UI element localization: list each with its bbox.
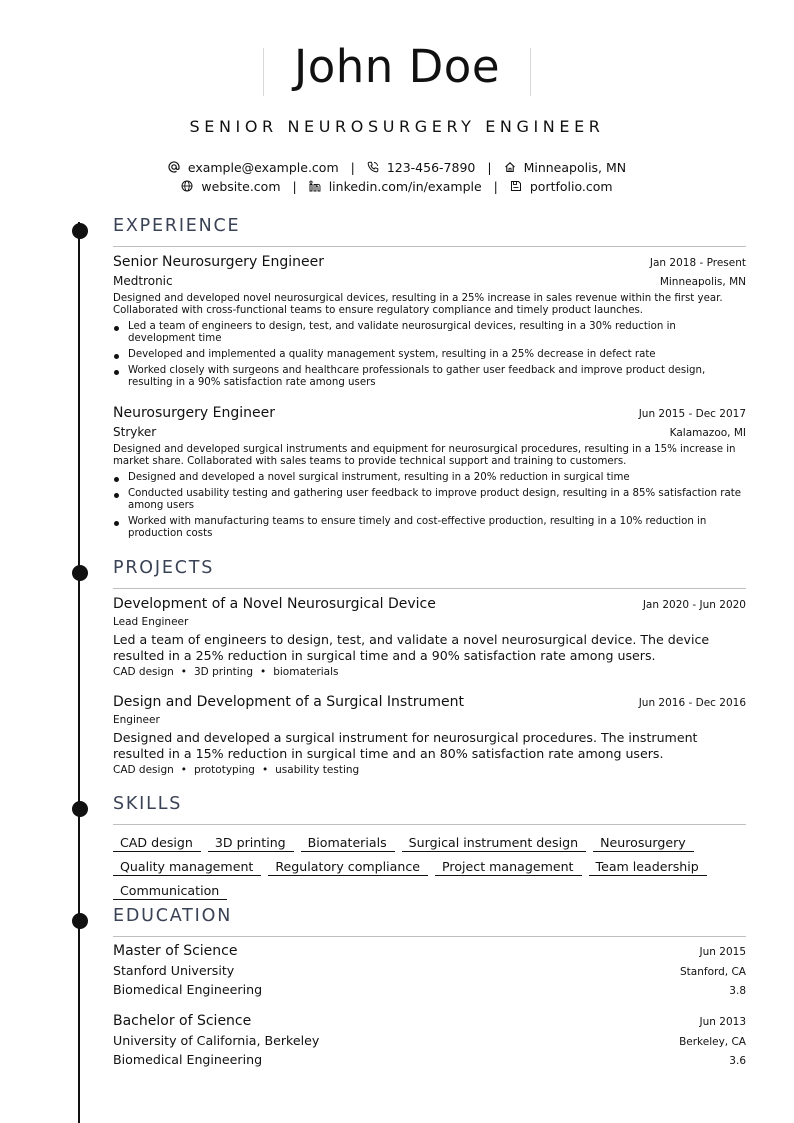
section-title-projects: PROJECTS	[113, 558, 215, 578]
job-bullet: Designed and developed a novel surgical instrument, resulting in a 20% reduction in surgical time	[113, 472, 746, 484]
candidate-name: John Doe	[293, 40, 501, 93]
contact-phone[interactable]: 123-456-7890	[367, 160, 476, 175]
section-divider	[113, 246, 746, 247]
project-title: Design and Development of a Surgical Instrument	[113, 694, 464, 710]
education-gpa: 3.8	[729, 985, 746, 997]
project-tag: usability testing	[275, 764, 360, 776]
education-degree: Master of Science	[113, 943, 238, 959]
section-divider	[113, 936, 746, 937]
skill-tag: Neurosurgery	[593, 835, 694, 852]
skill-tag: CAD design	[113, 835, 201, 852]
education-date: Jun 2013	[699, 1016, 746, 1028]
timeline-dot-projects	[72, 565, 88, 581]
section-title-education: EDUCATION	[113, 906, 233, 926]
skills-list	[113, 832, 753, 904]
contact-separator: |	[493, 179, 498, 194]
job-title: Senior Neurosurgery Engineer	[113, 254, 325, 270]
globe-icon	[181, 180, 193, 192]
job-bullets	[113, 472, 746, 544]
education-field: Biomedical Engineering	[113, 1052, 263, 1067]
project-tag: prototyping	[193, 764, 255, 776]
project-tag: CAD design	[113, 666, 174, 678]
job-summary: Designed and developed surgical instruments and equipment for neurosurgical procedures, resulting in a 15% increase in market share. Collaborated with sales teams to provide technical support and training to customers.	[113, 444, 736, 467]
contact-row-2	[0, 178, 794, 194]
contact-linkedin[interactable]: linkedin.com/in/example	[309, 179, 482, 194]
tag-separator: •	[180, 666, 187, 678]
contact-location: Minneapolis, MN	[504, 160, 627, 175]
contact-website[interactable]: website.com	[181, 179, 280, 194]
project-title: Development of a Novel Neurosurgical Device	[113, 596, 436, 612]
project-tags	[113, 764, 359, 776]
job-bullet: Led a team of engineers to design, test, and validate neurosurgical devices, resulting in a 30% reduction in development time	[113, 321, 746, 345]
project-tag: 3D printing	[193, 666, 253, 678]
contact-portfolio[interactable]: portfolio.com	[510, 179, 613, 194]
job-date: Jan 2018 - Present	[649, 257, 746, 269]
job-location: Minneapolis, MN	[659, 276, 746, 288]
project-description: Designed and developed a surgical instrument for neurosurgical procedures. The instrument resulted in a 15% reduction in surgical time and an 80% satisfaction rate among users.	[113, 730, 698, 761]
project-role: Lead Engineer	[113, 616, 189, 628]
education-school: Stanford University	[113, 963, 235, 978]
job-bullet: Worked with manufacturing teams to ensure timely and cost-effective production, resulting in a 10% reduction in production costs	[113, 516, 746, 540]
candidate-title: SENIOR NEUROSURGERY ENGINEER	[189, 117, 605, 136]
job-bullets	[113, 321, 746, 393]
job-company: Medtronic	[113, 274, 173, 288]
contact-email[interactable]: example@example.com	[168, 160, 339, 175]
project-role: Engineer	[113, 714, 160, 726]
skill-tag: 3D printing	[208, 835, 294, 852]
timeline-dot-education	[72, 913, 88, 929]
skill-tag: Team leadership	[589, 859, 707, 876]
skill-tag: Biomaterials	[301, 835, 395, 852]
home-icon	[504, 161, 516, 173]
tag-separator: •	[260, 666, 267, 678]
education-date: Jun 2015	[699, 946, 746, 958]
education-location: Berkeley, CA	[679, 1036, 746, 1048]
job-bullet: Developed and implemented a quality management system, resulting in a 25% decrease in defect rate	[113, 349, 746, 361]
job-company: Stryker	[113, 425, 157, 439]
education-degree: Bachelor of Science	[113, 1013, 252, 1029]
tag-separator: •	[180, 764, 187, 776]
section-divider	[113, 588, 746, 589]
linkedin-icon	[309, 180, 321, 192]
skill-tag: Regulatory compliance	[268, 859, 428, 876]
education-field: Biomedical Engineering	[113, 982, 263, 997]
project-date: Jun 2016 - Dec 2016	[638, 697, 746, 709]
job-title: Neurosurgery Engineer	[113, 405, 275, 421]
education-gpa: 3.6	[729, 1055, 746, 1067]
contact-separator: |	[292, 179, 297, 194]
phone-icon	[367, 161, 379, 173]
education-school: University of California, Berkeley	[113, 1033, 320, 1048]
contact-separator: |	[487, 160, 492, 175]
job-location: Kalamazoo, MI	[669, 427, 746, 439]
education-location: Stanford, CA	[680, 966, 746, 978]
contact-row-1	[0, 159, 794, 175]
skill-tag: Communication	[113, 883, 227, 900]
skill-tag: Quality management	[113, 859, 261, 876]
timeline-dot-experience	[72, 223, 88, 239]
project-tags	[113, 666, 339, 678]
project-tag: CAD design	[113, 764, 174, 776]
timeline-dot-skills	[72, 801, 88, 817]
skill-tag: Project management	[435, 859, 581, 876]
timeline-line	[78, 222, 80, 1123]
project-date: Jan 2020 - Jun 2020	[642, 599, 746, 611]
section-title-experience: EXPERIENCE	[113, 216, 241, 236]
at-icon	[168, 161, 180, 173]
contact-separator: |	[350, 160, 355, 175]
job-date: Jun 2015 - Dec 2017	[638, 408, 746, 420]
job-summary: Designed and developed novel neurosurgical devices, resulting in a 25% increase in sales revenue within the first year. Collaborated with cross-functional teams to ensure regulatory compliance and timely product launches.	[113, 293, 723, 316]
section-divider	[113, 824, 746, 825]
project-tag: biomaterials	[273, 666, 339, 678]
section-title-skills: SKILLS	[113, 794, 183, 814]
project-description: Led a team of engineers to design, test, and validate a novel neurosurgical device. The device resulted in a 25% reduction in surgical time and a 90% satisfaction rate among users.	[113, 632, 710, 663]
job-bullet: Conducted usability testing and gathering user feedback to improve product design, resulting in a 85% satisfaction rate among users	[113, 488, 746, 512]
job-bullet: Worked closely with surgeons and healthcare professionals to gather user feedback and improve product design, resulting in a 90% satisfaction rate among users	[113, 365, 746, 389]
skill-tag: Surgical instrument design	[402, 835, 586, 852]
portfolio-icon	[510, 180, 522, 192]
tag-separator: •	[261, 764, 269, 776]
